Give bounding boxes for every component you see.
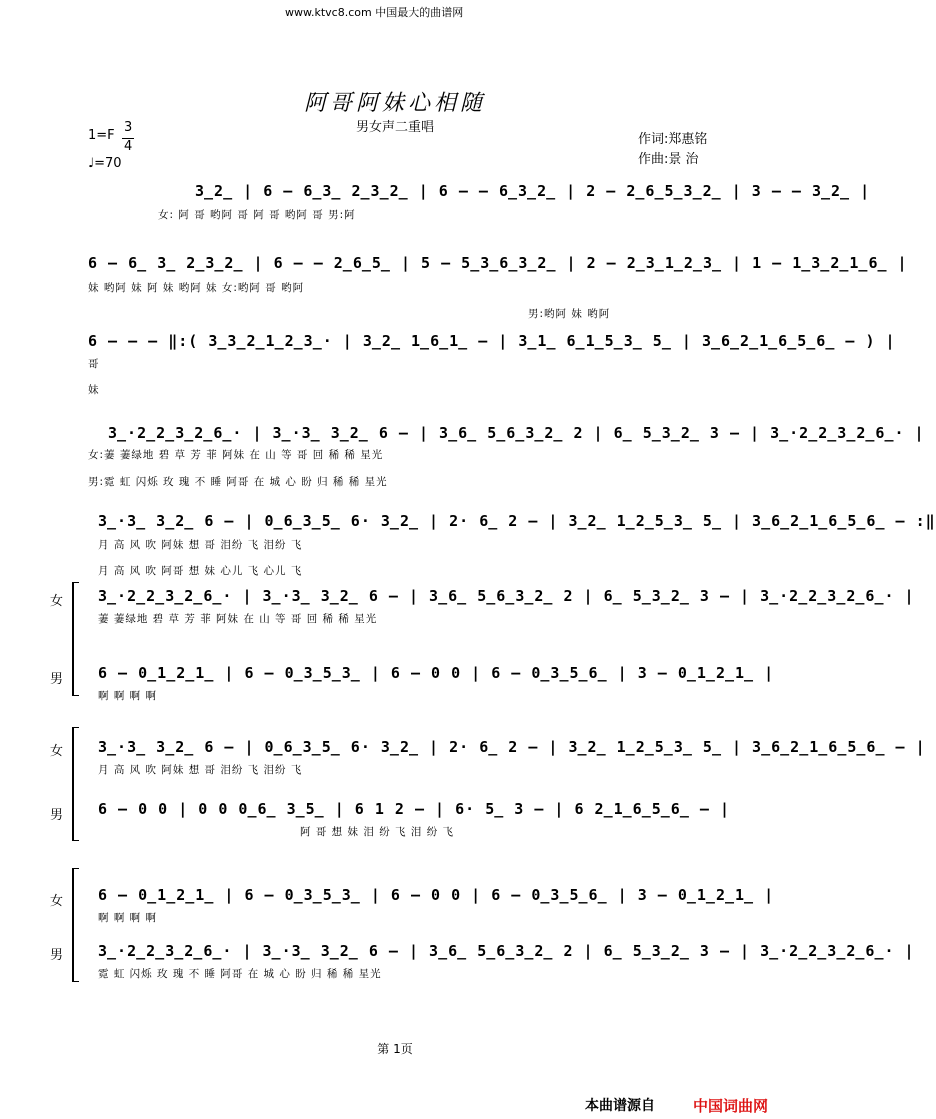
system-bracket-1 bbox=[72, 582, 79, 696]
score-line-2: 6 — 6̲ 3̲ 2̲3̲2̲ | 6 — — 2̲6̲5̲ | 5 — 5̲3̲6̲3̲2̲ | 2 — 2̲3̲1̲2̲3̲ | 1 — 1̲3̲2̲1̲6̲ | bbox=[88, 254, 908, 272]
male-score-line-7: 6 — 0 0 | 0 0 0̲6̲ 3̲5̲ | 6 1 2 — | 6· 5̲ 3 — | 6 2̲1̲6̲5̲6̲ — | bbox=[98, 800, 730, 818]
score-line-5: 3̲·3̲ 3̲2̲ 6 — | 0̲6̲3̲5̲ 6· 3̲2̲ | 2· 6̲ 2 — | 3̲2̲ 1̲2̲5̲3̲ 5̲ | 3̲6̲2̲1̲6̲5̲6̲ — :‖ bbox=[98, 512, 936, 530]
part-label-male-3: 男 bbox=[50, 948, 64, 963]
part-label-female: 女 bbox=[50, 594, 64, 609]
male-lyric-line-8: 霓 虹 闪烁 玫 瑰 不 睡 阿哥 在 城 心 盼 归 稀 稀 星光 bbox=[98, 968, 382, 980]
male-score-line-8: 3̲·2̲2̲3̲2̲6̲· | 3̲·3̲ 3̲2̲ 6 — | 3̲6̲ 5̲6̲3̲2̲ 2 | 6̲ 5̲3̲2̲ 3 — | 3̲·2̲2̲3̲2̲6̲· | bbox=[98, 942, 915, 960]
part-label-male: 男 bbox=[50, 672, 64, 687]
lyric-line-1: 女: 阿 哥 哟阿 哥 阿 哥 哟阿 哥 男:阿 bbox=[158, 209, 356, 221]
system-bracket-2 bbox=[72, 727, 79, 841]
lyricist-credit: 作词:郑惠铭 bbox=[638, 132, 708, 147]
score-line-1: 3̲2̲ | 6 — 6̲3̲ 2̲3̲2̲ | 6 — — 6̲3̲2̲ | 2 — 2̲6̲5̲3̲2̲ | 3 — — 3̲2̲ | bbox=[195, 182, 871, 200]
female-score-line-6: 3̲·2̲2̲3̲2̲6̲· | 3̲·3̲ 3̲2̲ 6 — | 3̲6̲ 5̲6̲3̲2̲ 2 | 6̲ 5̲3̲2̲ 3 — | 3̲·2̲2̲3̲2̲6̲· | bbox=[98, 587, 915, 605]
female-score-line-7: 3̲·3̲ 3̲2̲ 6 — | 0̲6̲3̲5̲ 6· 3̲2̲ | 2· 6̲ 2 — | 3̲2̲ 1̲2̲5̲3̲ 5̲ | 3̲6̲2̲1̲6̲5̲6̲ — | bbox=[98, 738, 926, 756]
female-lyric-line-8: 啊 啊 啊 啊 bbox=[98, 912, 158, 924]
lyric-line-2b: 男:哟阿 妹 哟阿 bbox=[528, 308, 611, 320]
lyric-line-5b: 月 高 风 吹 阿哥 想 妹 心儿 飞 心儿 飞 bbox=[98, 565, 303, 577]
site-header: www.ktvc8.com 中国最大的曲谱网 bbox=[285, 6, 464, 19]
score-line-3: 6 — — — ‖:( 3̲3̲2̲1̲2̲3̲· | 3̲2̲ 1̲6̲1̲ — | 3̲1̲ 6̲1̲5̲3̲ 5̲ | 3̲6̲2̲1̲6̲5̲6̲ — ) | bbox=[88, 332, 896, 350]
lyric-line-3a: 哥 bbox=[88, 358, 100, 370]
time-signature-bottom: 4 bbox=[124, 139, 133, 154]
part-label-female-2: 女 bbox=[50, 744, 64, 759]
time-signature-top: 3 bbox=[124, 120, 133, 135]
system-bracket-3 bbox=[72, 868, 79, 982]
part-label-male-2: 男 bbox=[50, 808, 64, 823]
female-score-line-8: 6 — 0̲1̲2̲1̲ | 6 — 0̲3̲5̲3̲ | 6 — 0 0 | 6 — 0̲3̲5̲6̲ | 3 — 0̲1̲2̲1̲ | bbox=[98, 886, 775, 904]
male-lyric-line-6: 啊 啊 啊 啊 bbox=[98, 690, 158, 702]
female-lyric-line-6: 萋 萋绿地 碧 草 芳 菲 阿妹 在 山 等 哥 回 稀 稀 星光 bbox=[98, 613, 378, 625]
tempo-marking: ♩=70 bbox=[88, 156, 122, 171]
score-line-4: 3̲·2̲2̲3̲2̲6̲· | 3̲·3̲ 3̲2̲ 6 — | 3̲6̲ 5̲6̲3̲2̲ 2 | 6̲ 5̲3̲2̲ 3 — | 3̲·2̲2̲3̲2̲6̲· | bbox=[108, 424, 925, 442]
female-lyric-line-7: 月 高 风 吹 阿妹 想 哥 泪纷 飞 泪纷 飞 bbox=[98, 764, 303, 776]
lyric-line-3b: 妹 bbox=[88, 384, 100, 396]
source-label: 本曲谱源自 bbox=[585, 1098, 655, 1114]
key-signature: 1=F bbox=[88, 128, 115, 143]
lyric-line-2a: 妹 哟阿 妹 阿 妹 哟阿 妹 女:哟阿 哥 哟阿 bbox=[88, 282, 305, 294]
male-score-line-6: 6 — 0̲1̲2̲1̲ | 6 — 0̲3̲5̲3̲ | 6 — 0 0 | 6 — 0̲3̲5̲6̲ | 3 — 0̲1̲2̲1̲ | bbox=[98, 664, 775, 682]
song-subtitle: 男女声二重唱 bbox=[355, 120, 434, 135]
page-number: 第 1页 bbox=[377, 1042, 413, 1056]
source-brand[interactable]: 中国词曲网 bbox=[693, 1097, 769, 1115]
lyric-line-4b: 男:霓 虹 闪烁 玫 瑰 不 睡 阿哥 在 城 心 盼 归 稀 稀 星光 bbox=[88, 476, 388, 488]
lyric-line-5a: 月 高 风 吹 阿妹 想 哥 泪纷 飞 泪纷 飞 bbox=[98, 539, 303, 551]
composer-credit: 作曲:景 治 bbox=[638, 152, 699, 167]
song-title: 阿哥阿妹心相随 bbox=[303, 91, 486, 116]
part-label-female-3: 女 bbox=[50, 894, 64, 909]
male-lyric-line-7: 阿 哥 想 妹 泪 纷 飞 泪 纷 飞 bbox=[300, 826, 455, 838]
lyric-line-4a: 女:萋 萋绿地 碧 草 芳 菲 阿妹 在 山 等 哥 回 稀 稀 星光 bbox=[88, 449, 384, 461]
